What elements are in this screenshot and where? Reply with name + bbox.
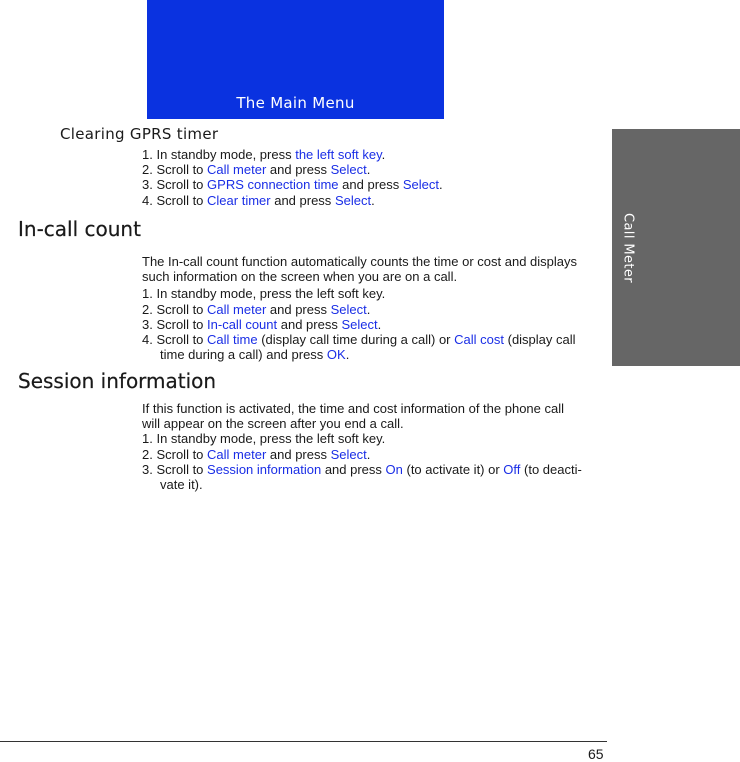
banner-title: The Main Menu	[236, 94, 355, 112]
paragraph-line: such information on the screen when you are on a call.	[142, 269, 458, 285]
in-call-count-body	[142, 254, 612, 362]
menu-term: Select	[334, 192, 372, 208]
paragraph-line: will appear on the screen after you end a call.	[142, 416, 404, 432]
menu-term: In-call count	[207, 316, 278, 332]
menu-term: Select	[330, 162, 367, 178]
list-item: 1. In standby mode, press the left soft key.	[142, 431, 386, 447]
menu-term: OK	[326, 347, 346, 363]
session-information-body	[142, 401, 612, 492]
menu-term: Off	[503, 461, 521, 477]
list-item-continuation: vate it).	[160, 477, 203, 493]
list-item: 2. Scroll to Call meter and press Select.	[142, 162, 371, 178]
menu-term: Session information	[207, 461, 322, 477]
footer-divider	[0, 741, 607, 742]
clearing-gprs-heading: Clearing GPRS timer	[60, 125, 219, 143]
list-item: 3. Scroll to Session information and press On (to activate it) or Off (to deacti-	[142, 461, 582, 477]
session-information-heading: Session information	[18, 369, 217, 393]
menu-term: Call meter	[207, 162, 267, 178]
menu-term: the left soft key	[295, 147, 382, 162]
menu-term: Call meter	[207, 301, 267, 317]
clearing-gprs-steps	[142, 147, 612, 208]
paragraph-line: If this function is activated, the time and cost information of the phone call	[142, 401, 565, 416]
menu-term: Call cost	[454, 332, 504, 348]
main-menu-banner	[147, 0, 444, 119]
menu-term: Select	[341, 316, 378, 332]
menu-term: Select	[402, 177, 440, 193]
list-item: 4. Scroll to Clear timer and press Select.	[142, 192, 375, 208]
menu-term: Select	[330, 446, 367, 462]
list-item: 3. Scroll to In-call count and press Select.	[142, 316, 382, 332]
in-call-count-heading: In-call count	[18, 217, 141, 241]
list-item: 2. Scroll to Call meter and press Select.	[142, 301, 371, 317]
menu-term: On	[385, 461, 403, 477]
paragraph-line: The In-call count function automatically counts the time or cost and displays	[142, 254, 577, 269]
chapter-side-tab-label: Call Meter	[620, 212, 636, 284]
menu-term: Call time	[207, 332, 258, 348]
menu-term: Select	[330, 301, 367, 317]
list-item-continuation: time during a call) and press OK.	[160, 347, 350, 363]
list-item: 2. Scroll to Call meter and press Select.	[142, 446, 371, 462]
list-item: 1. In standby mode, press the left soft key.	[142, 147, 386, 162]
list-item: 3. Scroll to GPRS connection time and press Select.	[142, 177, 443, 193]
list-item: 1. In standby mode, press the left soft key.	[142, 286, 386, 302]
page-number: 65	[588, 746, 604, 762]
menu-term: GPRS connection time	[207, 177, 339, 193]
menu-term: Call meter	[207, 446, 267, 462]
list-item: 4. Scroll to Call time (display call time during a call) or Call cost (display call	[142, 332, 576, 348]
menu-term: Clear timer	[207, 192, 271, 208]
